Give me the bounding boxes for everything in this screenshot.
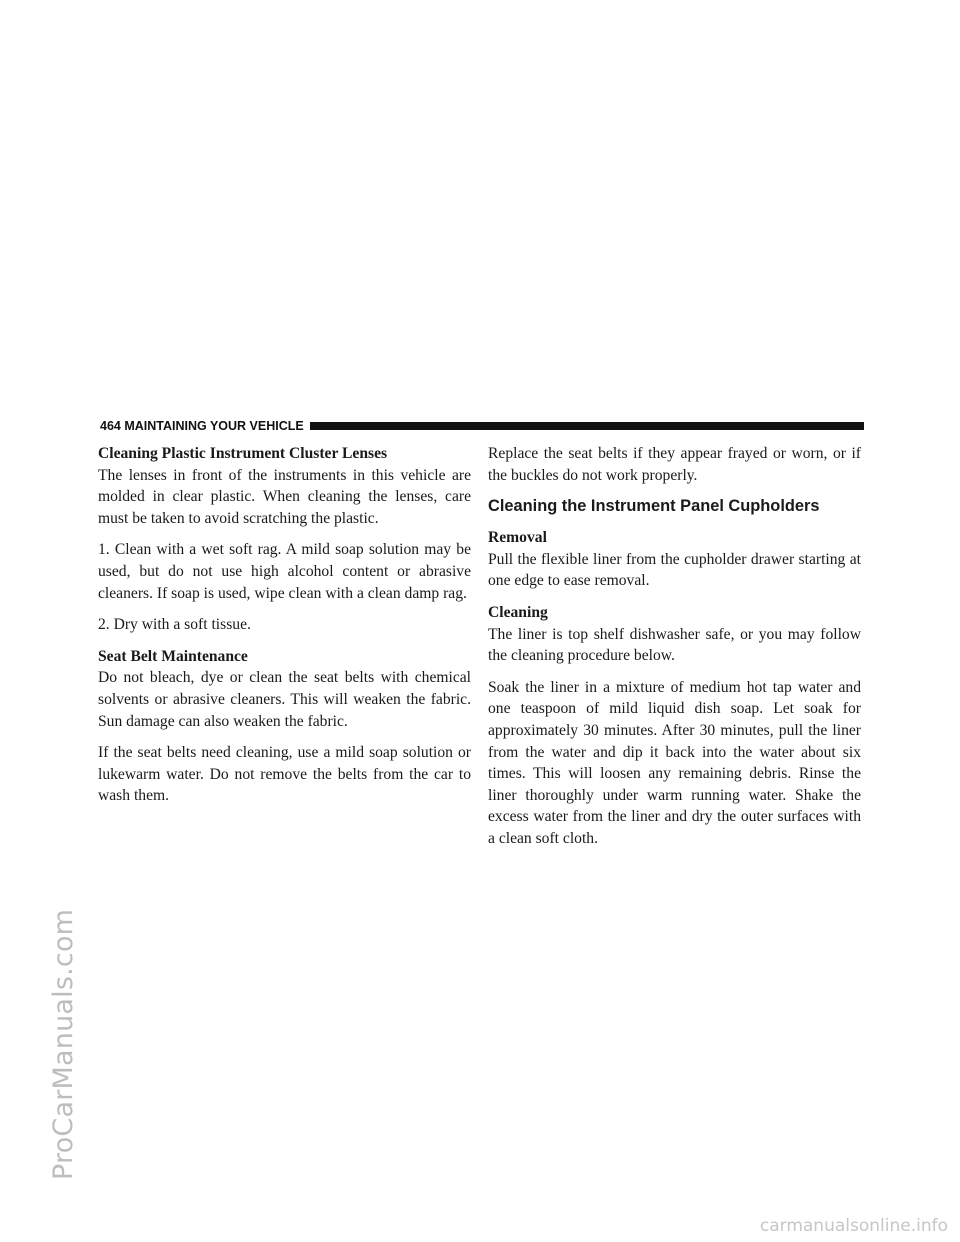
cleaning-title: Cleaning	[488, 603, 548, 621]
page-number-and-section: 464 MAINTAINING YOUR VEHICLE	[100, 419, 304, 433]
left-column	[98, 443, 471, 817]
cleaning-body-2: Soak the liner in a mixture of medium hot tap water and one teaspoon of mild liquid dish soap. Let soak for approximately 30 minutes. After 30 minutes, pull the liner from the water and dip it back into the water about six times. This will loosen any remaining debris. Rinse the liner thoroughly under warm running water. Shake the excess water from the liner and dry the outer surfaces with a clean soft cloth.	[488, 678, 861, 847]
watermark-text: ProCarManuals.com	[48, 908, 79, 1180]
removal-body: Pull the flexible liner from the cupholder drawer starting at one edge to ease removal.	[488, 550, 861, 590]
seat-belt-title: Seat Belt Maintenance	[98, 647, 248, 665]
footer-url: carmanualsonline.info	[759, 1216, 948, 1236]
cleaning-body-1: The liner is top shelf dishwasher safe, or you may follow the cleaning procedure below.	[488, 625, 861, 665]
right-column	[488, 443, 861, 860]
seat-belt-body-1: Do not bleach, dye or clean the seat belts with chemical solvents or abrasive cleaners. This will weaken the fabric. Sun damage can also weaken the fabric.	[98, 669, 471, 730]
seat-belt-body-continued: Replace the seat belts if they appear frayed or worn, or if the buckles do not work properly.	[488, 445, 861, 484]
cupholders-heading: Cleaning the Instrument Panel Cupholders	[488, 497, 820, 516]
removal-title: Removal	[488, 529, 547, 547]
plastic-lenses-body: The lenses in front of the instruments in this vehicle are molded in clear plastic. When cleaning the lenses, care must be taken to avoid scratching the plastic.	[98, 466, 471, 527]
plastic-lenses-step-2: 2. Dry with a soft tissue.	[98, 616, 251, 634]
header-rule	[310, 422, 864, 430]
page-header	[100, 418, 864, 434]
plastic-lenses-step-1: 1. Clean with a wet soft rag. A mild soap solution may be used, but do not use high alcohol content or abrasive cleaners. If soap is used, wipe clean with a clean damp rag.	[98, 541, 471, 602]
seat-belt-body-2: If the seat belts need cleaning, use a mild soap solution or lukewarm water. Do not remove the belts from the car to wash them.	[98, 744, 471, 805]
plastic-lenses-title: Cleaning Plastic Instrument Cluster Lenses	[98, 445, 388, 462]
